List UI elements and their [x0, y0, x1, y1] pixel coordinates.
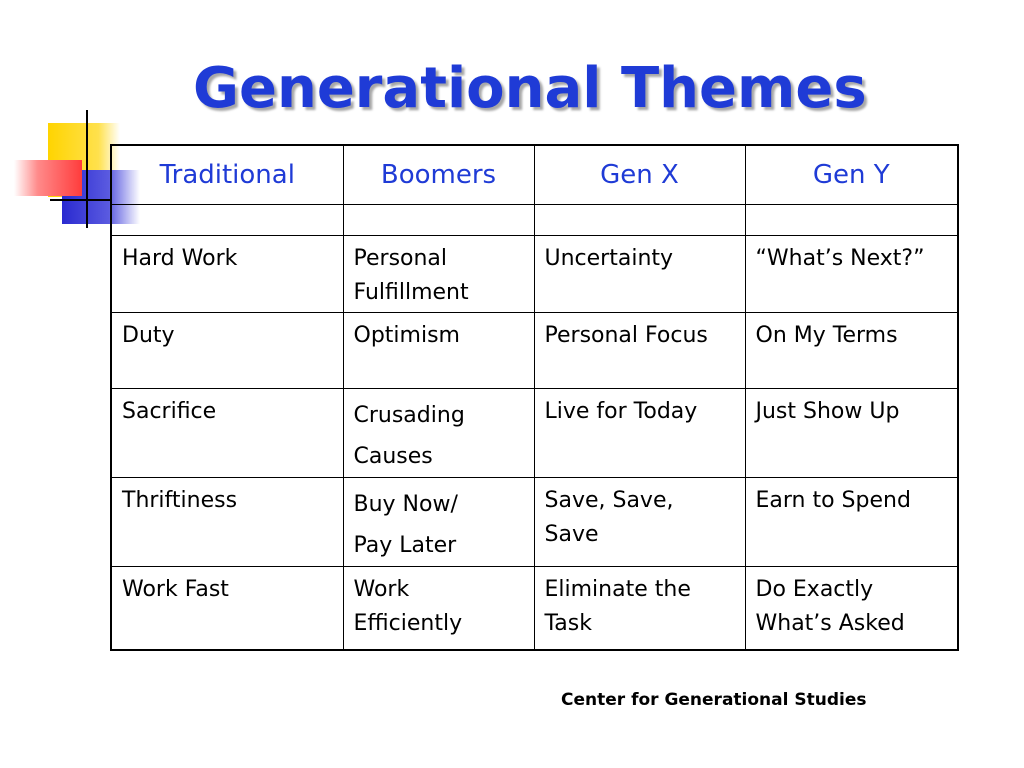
table-cell: [534, 388, 745, 477]
table-cell: [343, 235, 534, 312]
table-cell: [111, 235, 343, 312]
table-cell: [745, 388, 958, 477]
table-cell: [534, 477, 745, 566]
header-gen-y: Gen Y: [745, 145, 958, 204]
table-header-row: [111, 145, 958, 204]
table-cell: [111, 388, 343, 477]
cell-text: Hard Work: [122, 245, 238, 271]
cell-text: Optimism: [353, 322, 460, 348]
cell-text: On My Terms: [755, 322, 898, 348]
table-cell: [111, 312, 343, 388]
cell-text: Personal Fulfillment: [353, 245, 469, 305]
cell-text: Sacrifice: [122, 398, 217, 424]
cell-text: Personal Focus: [544, 322, 708, 348]
table-row: [111, 566, 958, 650]
table-cell: [111, 477, 343, 566]
cell-text: Work Efficiently: [353, 576, 463, 636]
table-cell: [534, 312, 745, 388]
table-spacer-row: [111, 204, 958, 235]
cell-text: Save, Save, Save: [544, 487, 674, 547]
header-gen-x: Gen X: [534, 145, 745, 204]
table-cell: [111, 566, 343, 650]
table-cell: [343, 566, 534, 650]
table-cell: [745, 312, 958, 388]
header-traditional: Traditional: [111, 145, 343, 204]
cell-text: Thriftiness: [122, 487, 238, 513]
spacer-cell: [534, 204, 745, 235]
table-row: [111, 312, 958, 388]
table-cell: [745, 235, 958, 312]
cell-text: Uncertainty: [544, 245, 674, 271]
table-cell: [745, 566, 958, 650]
table-cell: [343, 312, 534, 388]
cell-text: Pay Later: [353, 532, 457, 558]
cell-text: Live for Today: [544, 398, 698, 424]
spacer-cell: [745, 204, 958, 235]
table-row: [111, 235, 958, 312]
cell-text: Crusading: [353, 402, 465, 428]
spacer-cell: [111, 204, 343, 235]
slide-title: Generational Themes: [193, 56, 867, 121]
generational-themes-table: [110, 144, 959, 651]
cell-text: Earn to Spend: [755, 487, 911, 513]
cell-text: Work Fast: [122, 576, 229, 602]
decor-red-square: [14, 160, 82, 196]
cell-text: Causes: [353, 443, 433, 469]
cell-text: Just Show Up: [755, 398, 900, 424]
table-cell: [534, 566, 745, 650]
cell-text: Buy Now/: [353, 491, 458, 517]
table-cell: [534, 235, 745, 312]
spacer-cell: [343, 204, 534, 235]
table-cell: [745, 477, 958, 566]
cell-text: Duty: [122, 322, 175, 348]
table-row: [111, 477, 958, 566]
header-boomers: Boomers: [343, 145, 534, 204]
cell-text: Do Exactly What’s Asked: [755, 576, 905, 636]
cell-text: Eliminate the Task: [544, 576, 691, 636]
footer-credit: Center for Generational Studies: [561, 690, 867, 710]
cell-text: “What’s Next?”: [755, 245, 925, 271]
table-cell: [343, 388, 534, 477]
table-row: [111, 388, 958, 477]
table-cell: [343, 477, 534, 566]
